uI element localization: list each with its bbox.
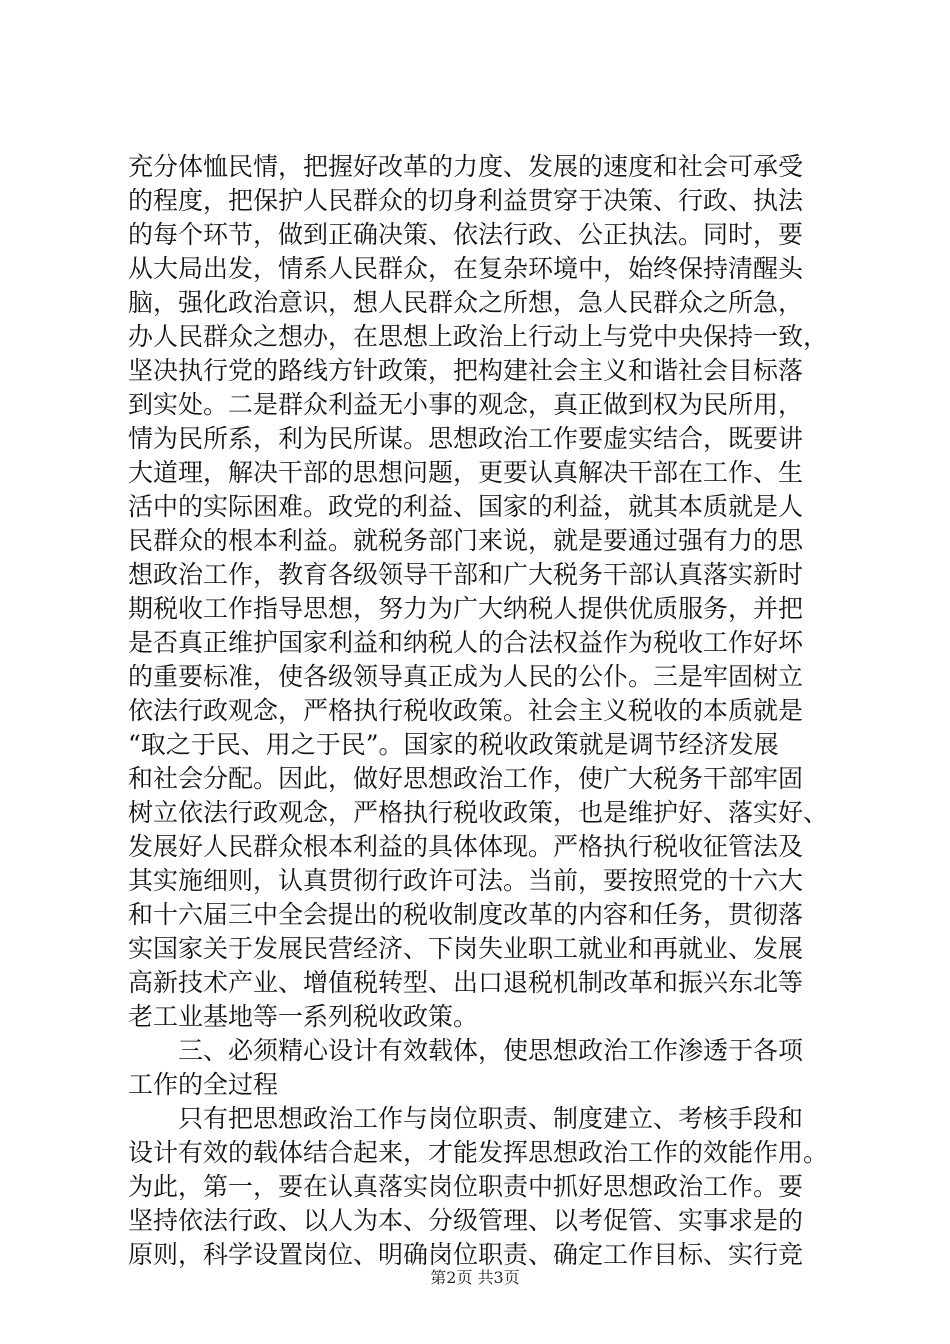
text-line: 办人民群众之想办，在思想上政治上行动上与党中央保持一致， <box>128 322 828 351</box>
text-line: 期税收工作指导思想，努力为广大纳税人提供优质服务，并把 <box>128 594 804 623</box>
text-line: 原则，科学设置岗位、明确岗位职责、确定工作目标、实行竞 <box>128 1240 804 1269</box>
text-line: 活中的实际困难。政党的利益、国家的利益，就其本质就是人 <box>128 492 804 521</box>
text-line: 和社会分配。因此，做好思想政治工作，使广大税务干部牢固 <box>128 764 804 793</box>
text-line: 和十六届三中全会提出的税收制度改革的内容和任务，贯彻落 <box>128 900 804 929</box>
text-line: 大道理，解决干部的思想问题，更要认真解决干部在工作、生 <box>128 458 804 487</box>
text-line: 民群众的根本利益。就税务部门来说，就是要通过强有力的思 <box>128 526 804 555</box>
text-line: 的程度，把保护人民群众的切身利益贯穿于决策、行政、执法 <box>128 186 804 215</box>
text-line: 发展好人民群众根本利益的具体体现。严格执行税收征管法及 <box>128 832 804 861</box>
text-line: 脑，强化政治意识，想人民群众之所想，急人民群众之所急， <box>128 288 804 317</box>
text-line: 高新技术产业、增值税转型、出口退税机制改革和振兴东北等 <box>128 968 804 997</box>
text-line: 坚决执行党的路线方针政策，把构建社会主义和谐社会目标落 <box>128 356 804 385</box>
text-line: 实国家关于发展民营经济、下岗失业职工就业和再就业、发展 <box>128 934 804 963</box>
text-line: 从大局出发，情系人民群众，在复杂环境中，始终保持清醒头 <box>128 254 804 283</box>
section-heading-line: 工作的全过程 <box>128 1070 279 1099</box>
text-line: 的重要标准，使各级领导真正成为人民的公仆。三是牢固树立 <box>128 662 804 691</box>
page-number-footer: 第2页 共3页 <box>430 1268 520 1287</box>
text-line: 的每个环节，做到正确决策、依法行政、公正执法。同时，要 <box>128 220 804 249</box>
text-line: 坚持依法行政、以人为本、分级管理、以考促管、实事求是的 <box>128 1206 804 1235</box>
text-line: “取之于民、用之于民”。国家的税收政策就是调节经济发展 <box>128 730 779 759</box>
text-line: 只有把思想政治工作与岗位职责、制度建立、考核手段和 <box>178 1104 804 1133</box>
text-line: 想政治工作，教育各级领导干部和广大税务干部认真落实新时 <box>128 560 804 589</box>
section-heading-line: 三、必须精心设计有效载体，使思想政治工作渗透于各项 <box>178 1036 804 1065</box>
text-line: 依法行政观念，严格执行税收政策。社会主义税收的本质就是 <box>128 696 804 725</box>
text-line: 其实施细则，认真贯彻行政许可法。当前，要按照党的十六大 <box>128 866 804 895</box>
text-line: 树立依法行政观念，严格执行税收政策，也是维护好、落实好、 <box>128 798 828 827</box>
text-line: 到实处。二是群众利益无小事的观念，真正做到权为民所用， <box>128 390 804 419</box>
text-line: 充分体恤民情，把握好改革的力度、发展的速度和社会可承受 <box>128 152 804 181</box>
text-line: 设计有效的载体结合起来，才能发挥思想政治工作的效能作用。 <box>128 1138 828 1167</box>
body-text <box>128 150 828 1272</box>
text-line: 情为民所系，利为民所谋。思想政治工作要虚实结合，既要讲 <box>128 424 804 453</box>
text-line: 为此，第一，要在认真落实岗位职责中抓好思想政治工作。要 <box>128 1172 804 1201</box>
text-line: 老工业基地等一系列税收政策。 <box>128 1002 479 1031</box>
text-line: 是否真正维护国家利益和纳税人的合法权益作为税收工作好坏 <box>128 628 804 657</box>
